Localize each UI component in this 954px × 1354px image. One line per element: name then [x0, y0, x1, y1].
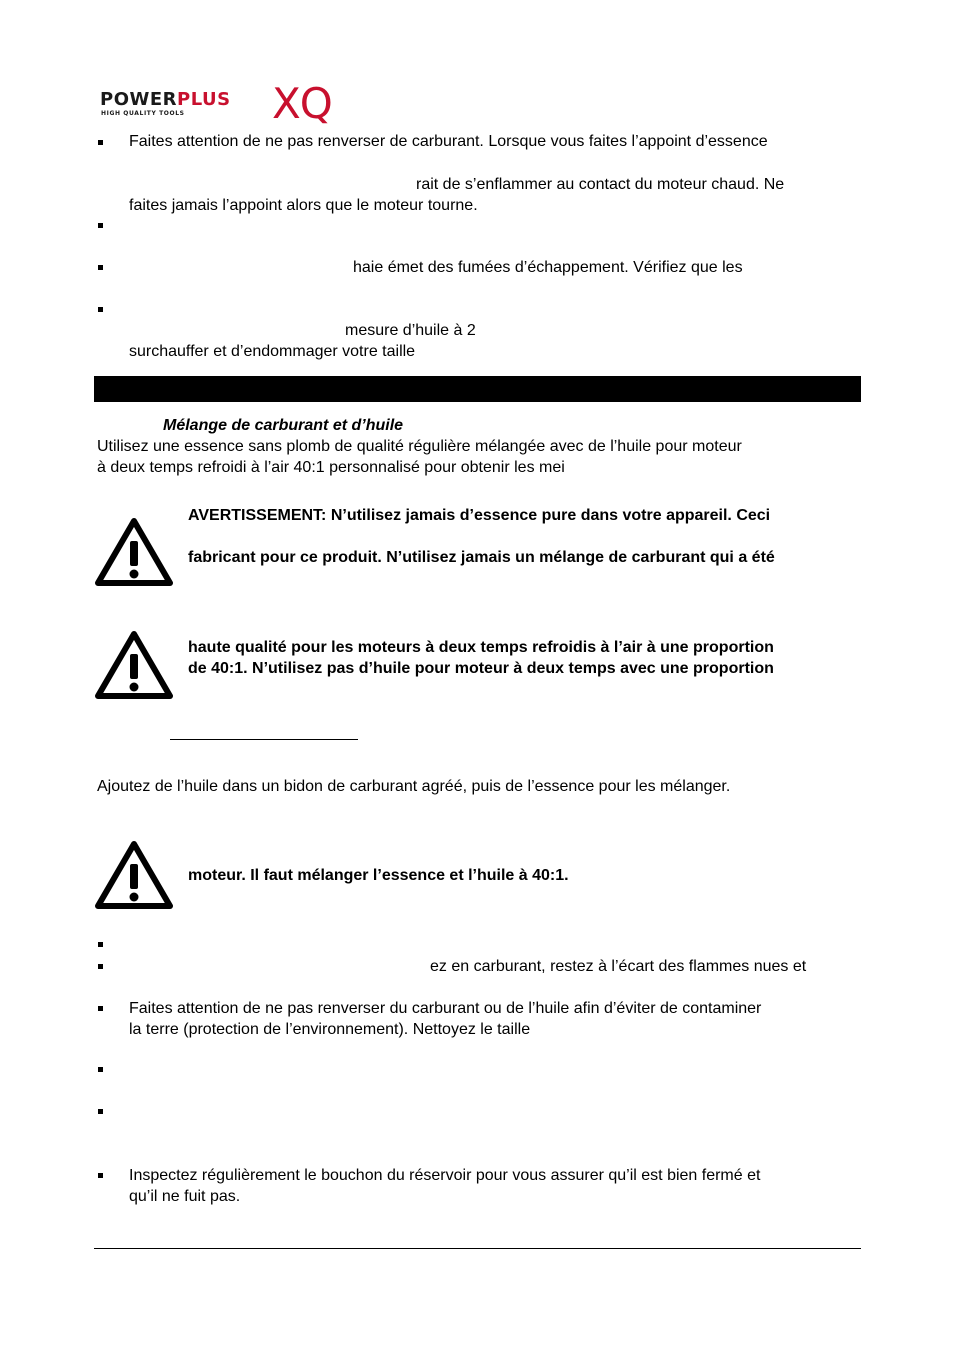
intro-line: à deux temps refroidi à l’air 40:1 personnalisé pour obtenir les mei	[97, 459, 565, 476]
intro-line: Utilisez une essence sans plomb de qualité régulière mélangée avec de l’huile pour moteur	[97, 438, 742, 455]
bullet-text: mesure d’huile à 2	[345, 322, 476, 339]
mixing-text: Ajoutez de l’huile dans un bidon de carburant agréé, puis de l’essence pour les mélanger.	[97, 778, 731, 795]
warning-text: AVERTISSEMENT: N’utilisez jamais d’essence pure dans votre appareil. Ceci	[188, 507, 771, 524]
bullet-marker	[98, 307, 103, 312]
bullet-text: rait de s’enflammer au contact du moteur chaud. Ne	[416, 176, 785, 193]
bullet-text: qu’il ne fuit pas.	[129, 1188, 241, 1205]
bullet-text: Inspectez régulièrement le bouchon du réservoir pour vous assurer qu’il est bien fermé et	[129, 1167, 761, 1184]
bullet-marker	[98, 1067, 103, 1072]
section-banner	[94, 376, 861, 402]
bullet-text: surchauffer et d’endommager votre taille	[129, 343, 416, 360]
warning-triangle-icon	[95, 630, 173, 700]
warning-text: de 40:1. N’utilisez pas d’huile pour moteur à deux temps avec une proportion	[188, 660, 774, 677]
bullet-text: haie émet des fumées d’échappement. Vérifiez que les	[353, 259, 743, 276]
bullet-marker	[98, 140, 103, 145]
warning-triangle-icon	[95, 840, 173, 910]
warning-text: fabricant pour ce produit. N’utilisez jamais un mélange de carburant qui a été	[188, 549, 775, 566]
warning-text: moteur. Il faut mélanger l’essence et l’huile à 40:1.	[188, 867, 569, 884]
logo-wordmark	[100, 90, 231, 110]
logo-xq: XQ	[272, 79, 332, 128]
bullet-text: faites jamais l’appoint alors que le moteur tourne.	[129, 197, 478, 214]
section-subtitle: Mélange de carburant et d’huile	[163, 417, 404, 434]
heading-underline	[170, 739, 358, 740]
bullet-marker	[98, 223, 103, 228]
bullet-marker	[98, 964, 103, 969]
bullet-marker	[98, 942, 103, 947]
footer-rule	[94, 1248, 861, 1249]
bullet-marker	[98, 1109, 103, 1114]
warning-triangle-icon	[95, 517, 173, 587]
warning-text: haute qualité pour les moteurs à deux temps refroidis à l’air à une proportion	[188, 639, 774, 656]
bullet-text: ez en carburant, restez à l’écart des flammes nues et	[430, 958, 807, 975]
logo-tagline: HIGH QUALITY TOOLS	[101, 110, 185, 117]
bullet-marker	[98, 1173, 103, 1178]
bullet-text: la terre (protection de l’environnement). Nettoyez le taille	[129, 1021, 531, 1038]
logo-power-text: POWER	[100, 89, 178, 110]
bullet-marker	[98, 265, 103, 270]
bullet-text: Faites attention de ne pas renverser du carburant ou de l’huile afin d’éviter de contaminer	[129, 1000, 762, 1017]
bullet-marker	[98, 1006, 103, 1011]
logo-plus-text: PLUS	[177, 89, 231, 110]
bullet-text: Faites attention de ne pas renverser de carburant. Lorsque vous faites l’appoint d’essence	[129, 133, 768, 150]
brand-logo	[100, 79, 345, 128]
